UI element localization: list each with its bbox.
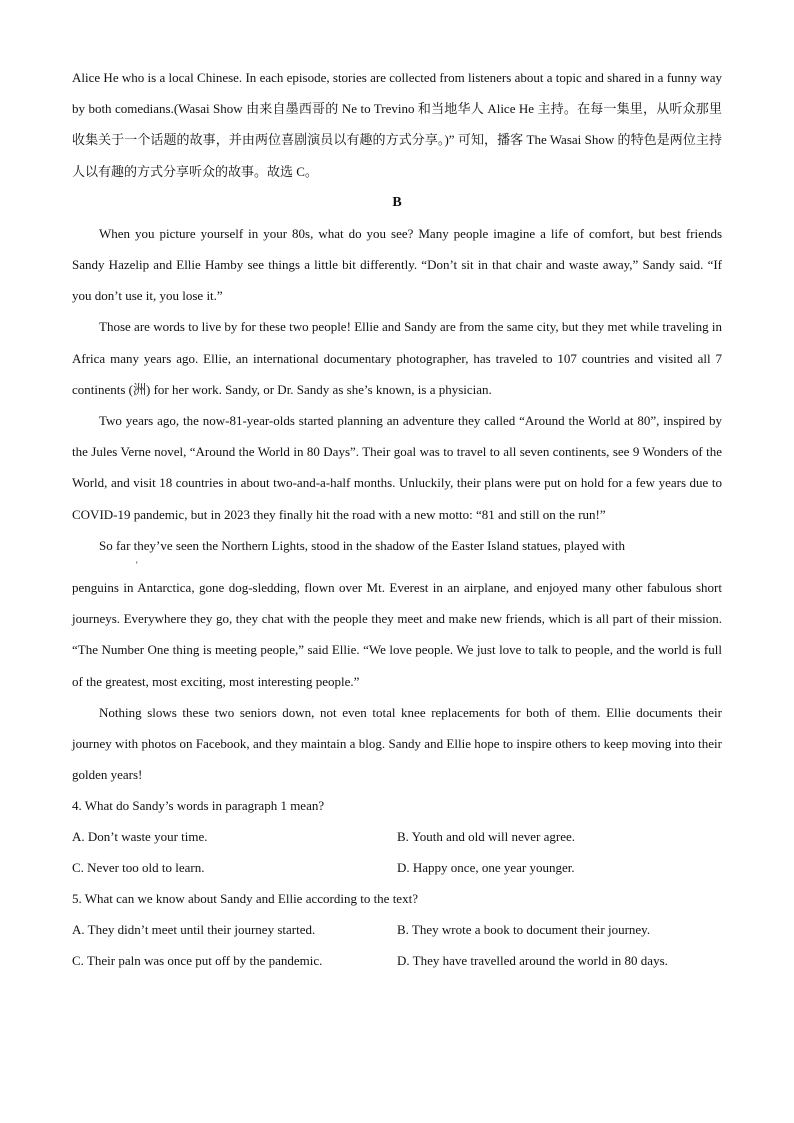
stray-mark: ' — [136, 560, 138, 571]
passage-paragraph-5: Nothing slows these two seniors down, not even total knee replacements for both of them. Ellie documents their journey with photos on Facebook, and they maintain a blog. Sandy and Ellie hope to inspire others to keep moving into their golden years! — [72, 704, 722, 783]
intro-paragraph: Alice He who is a local Chinese. In each episode, stories are collected from listeners about a topic and shared in a funny way by both comedians.(Wasai Show 由来自墨西哥的 Ne to Trevino 和当地华人 Alice He 主持。在每一集里，从听众那里收集关于一个话题的故事，并由两位喜剧演员以有趣的方式分享。)” 可知，播客 The Wasai Show 的特色是两位主持人以有趣的方式分享听众的故事。故选 C。 — [72, 70, 722, 179]
passage-paragraph-1: When you picture yourself in your 80s, what do you see? Many people imagine a life of comfort, but best friends Sandy Hazelip and Ellie Hamby see things a little bit differently. “Don’t sit in that chair and waste away,” Sandy said. “If you don’t use it, you lose it.” — [72, 225, 722, 304]
option-a: A. Don’t waste your time. — [72, 829, 208, 845]
option-b: B. Youth and old will never agree. — [397, 829, 576, 845]
passage-paragraph-2: Those are words to live by for these two people! Ellie and Sandy are from the same city, but they met while traveling in Africa many years ago. Ellie, an international documentary photographer, has traveled to 107 countries and visited all 7 continents (洲) for her work. Sandy, or Dr. Sandy as she’s known, is a physician. — [72, 319, 722, 397]
document-page — [72, 62, 722, 976]
option-d: D. Happy once, one year younger. — [397, 860, 575, 876]
option-c: C. Never too old to learn. — [72, 860, 205, 876]
option-a: A. They didn’t meet until their journey started. — [72, 922, 316, 938]
option-c: C. Their paln was once put off by the pandemic. — [72, 953, 323, 969]
question-stem: 5. What can we know about Sandy and Ellie according to the text? — [72, 891, 418, 907]
passage-paragraph-4-rest: penguins in Antarctica, gone dog-sledding, flown over Mt. Everest in an airplane, and enjoyed many other fabulous short journeys. Everywhere they go, they chat with the people they meet and make new friends, which is all part of their mission. “The Number One thing is meeting people,” said Ellie. “We love people. We just love to talk to people, and the world is full of the greatest, most exciting, most interesting people.” — [72, 580, 722, 689]
question-options — [72, 914, 722, 976]
passage-paragraph-4-first-line: So far they’ve seen the Northern Lights, stood in the shadow of the Easter Island statues, played with — [99, 537, 626, 553]
option-d: D. They have travelled around the world in 80 days. — [397, 953, 668, 969]
option-b: B. They wrote a book to document their journey. — [397, 922, 651, 938]
question-stem: 4. What do Sandy’s words in paragraph 1 mean? — [72, 798, 325, 814]
section-title: B — [392, 194, 402, 210]
question-4 — [72, 790, 722, 883]
question-options — [72, 821, 722, 883]
passage-paragraph-3: Two years ago, the now-81-year-olds started planning an adventure they called “Around the World at 80”, inspired by the Jules Verne novel, “Around the World in 80 Days”. Their goal was to travel to all seven continents, see 9 Wonders of the World, and visit 18 countries in about two-and-a-half months. Unluckily, their plans were put on hold for a few years due to COVID-19 pandemic, but in 2023 they finally hit the road with a new motto: “81 and still on the run!” — [72, 413, 722, 522]
question-5 — [72, 883, 722, 976]
